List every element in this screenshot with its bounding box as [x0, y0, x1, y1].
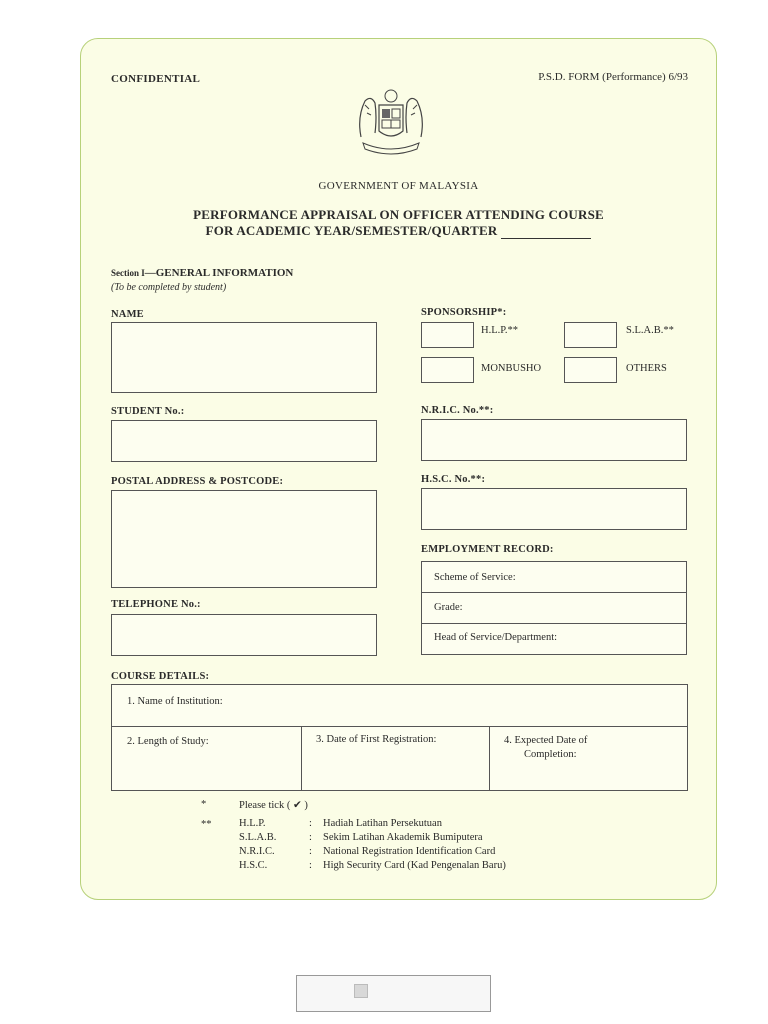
form-title-line2-text: FOR ACADEMIC YEAR/SEMESTER/QUARTER	[205, 223, 498, 238]
employment-record-label: EMPLOYMENT RECORD:	[421, 544, 554, 555]
row-divider	[422, 592, 686, 593]
page-marker-icon	[354, 984, 368, 998]
footnote-abbr: H.L.P.	[239, 818, 266, 829]
sponsorship-hlp-checkbox[interactable]	[421, 322, 474, 348]
course-details-table	[111, 684, 688, 791]
footnote-sep: :	[309, 860, 312, 871]
section-dash: —	[144, 267, 156, 279]
name-label: NAME	[111, 309, 144, 320]
nric-no-field[interactable]	[421, 419, 687, 461]
footnote-please-tick: Please tick ( ✔ )	[239, 800, 308, 811]
section-prefix: Section I	[111, 268, 145, 278]
malaysia-coat-of-arms-icon	[351, 87, 431, 159]
telephone-label: TELEPHONE No.:	[111, 599, 201, 610]
name-field[interactable]	[111, 322, 377, 393]
form-code: P.S.D. FORM (Performance) 6/93	[538, 71, 688, 83]
completion-date-field[interactable]	[504, 734, 587, 762]
sponsorship-monbusho-label: MONBUSHO	[481, 363, 542, 374]
length-of-study-field[interactable]: 2. Length of Study:	[127, 736, 209, 747]
form-title-line2	[81, 223, 716, 239]
col-divider	[489, 726, 490, 790]
sponsorship-others-checkbox[interactable]	[564, 357, 617, 383]
footnote-text: Sekim Latihan Akademik Bumiputera	[323, 832, 483, 843]
confidential-label: CONFIDENTIAL	[111, 73, 201, 85]
footnote-abbr: S.L.A.B.	[239, 832, 277, 843]
completion-line1: 4. Expected Date of	[504, 735, 588, 746]
sponsorship-label: SPONSORSHIP*:	[421, 307, 507, 318]
footnote-sep: :	[309, 832, 312, 843]
footnote-star: *	[201, 799, 207, 810]
form-title	[81, 207, 716, 239]
year-blank-line[interactable]	[501, 227, 591, 239]
footnote-sep: :	[309, 818, 312, 829]
footnote-double-star: **	[201, 819, 212, 830]
footnote-sep: :	[309, 846, 312, 857]
hsc-no-field[interactable]	[421, 488, 687, 530]
col-divider	[301, 726, 302, 790]
completion-line2: Completion:	[524, 749, 577, 760]
sponsorship-slab-checkbox[interactable]	[564, 322, 617, 348]
student-no-field[interactable]	[111, 420, 377, 462]
postal-address-field[interactable]	[111, 490, 377, 588]
course-details-label: COURSE DETAILS:	[111, 671, 210, 682]
telephone-field[interactable]	[111, 614, 377, 656]
form-sheet	[80, 38, 717, 900]
sponsorship-monbusho-checkbox[interactable]	[421, 357, 474, 383]
form-title-line1: PERFORMANCE APPRAISAL ON OFFICER ATTENDING COURSE	[193, 207, 604, 222]
hsc-no-label: H.S.C. No.**:	[421, 474, 486, 485]
row-divider	[422, 623, 686, 624]
government-heading: GOVERNMENT OF MALAYSIA	[318, 180, 479, 192]
footnote-text: Hadiah Latihan Persekutuan	[323, 818, 442, 829]
student-no-label: STUDENT No.:	[111, 406, 185, 417]
row-divider	[112, 726, 687, 727]
section-heading	[111, 267, 293, 279]
nric-no-label: N.R.I.C. No.**:	[421, 405, 494, 416]
employment-record-table	[421, 561, 687, 655]
first-registration-field[interactable]: 3. Date of First Registration:	[316, 734, 437, 745]
page-tab[interactable]	[296, 975, 491, 1012]
footnote-text: High Security Card (Kad Pengenalan Baru)	[323, 860, 506, 871]
sponsorship-others-label: OTHERS	[626, 363, 667, 374]
footnote-abbr: H.S.C.	[239, 860, 268, 871]
institution-field[interactable]: 1. Name of Institution:	[127, 696, 223, 707]
section-title: GENERAL INFORMATION	[155, 267, 294, 279]
sponsorship-slab-label: S.L.A.B.**	[626, 325, 674, 336]
scheme-of-service-field[interactable]: Scheme of Service:	[434, 572, 516, 583]
postal-address-label: POSTAL ADDRESS & POSTCODE:	[111, 476, 284, 487]
footnote-abbr: N.R.I.C.	[239, 846, 275, 857]
grade-field[interactable]: Grade:	[434, 602, 463, 613]
head-of-service-field[interactable]: Head of Service/Department:	[434, 632, 558, 643]
sponsorship-hlp-label: H.L.P.**	[481, 325, 519, 336]
footnote-text: National Registration Identification Card	[323, 846, 496, 857]
section-note: (To be completed by student)	[111, 282, 227, 293]
